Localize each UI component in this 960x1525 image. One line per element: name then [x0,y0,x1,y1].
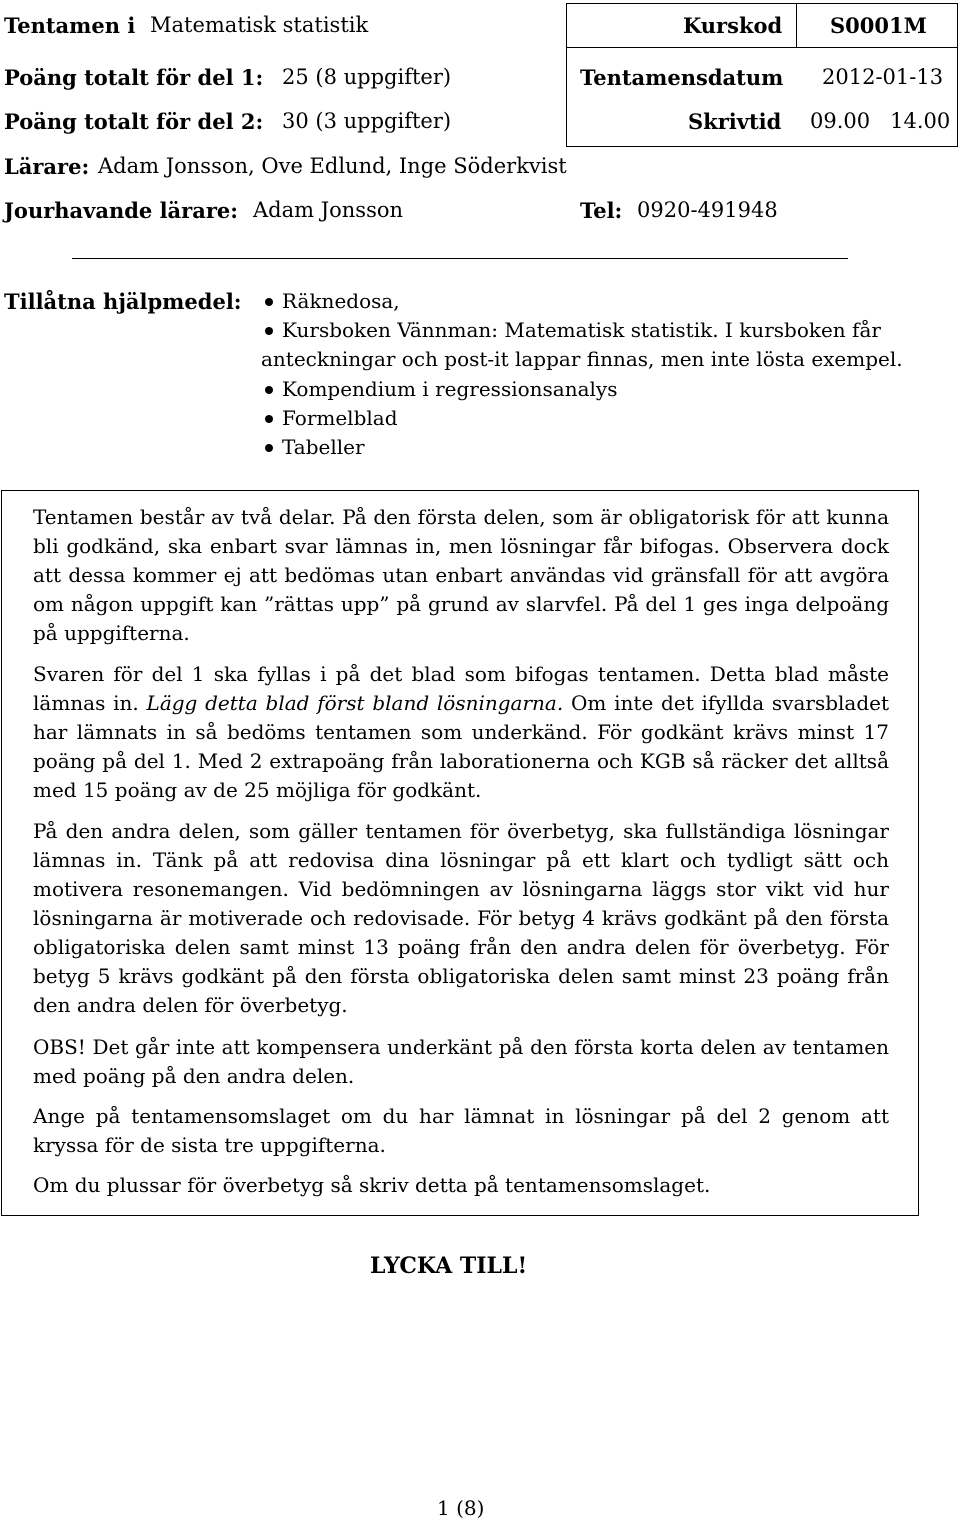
text-line [33,689,889,718]
text-line: Svaren för del 1 ska fyllas i på det blad som bifogas tentamen. Detta blad måste [33,662,889,686]
aid-item: Räknedosa, [282,289,400,313]
bullet-icon [265,444,273,452]
part2-value: 30 (3 uppgifter) [282,109,452,133]
exam-date-label: Tentamensdatum [580,65,784,90]
instructions-paragraph-1 [33,503,889,648]
table-border-left [566,3,567,146]
exam-date-value: 2012-01-13 [822,65,944,89]
aid-item-continued: anteckningar och post-it lappar finnas, men inte lösta exempel. [261,347,903,371]
header-rule [72,258,848,259]
text-line: På den andra delen, som gäller tentamen för överbetyg, ska fullständiga lösningar [33,819,889,843]
table-border-top [566,3,958,4]
instructions-paragraph-5 [33,1102,889,1160]
part1-label: Poäng totalt för del 1: [4,65,264,90]
text-line: att dessa kommer ej att bedömas utan enbart användas vid gränsfall för att avgöra [33,563,889,587]
good-luck-text: LYCKA TILL! [370,1253,528,1279]
teachers-value: Adam Jonsson, Ove Edlund, Inge Söderkvist [98,154,567,178]
text-segment: lämnas in. [33,691,139,715]
instructions-paragraph-4 [33,1033,889,1091]
exam-subject: Matematisk statistik [150,13,369,37]
table-border-mid [566,47,958,48]
text-line: lösningarna är motiverade och redovisade. För betyg 4 krävs godkänt på den första [33,906,889,930]
text-line: kryssa för de sista tre uppgifterna. [33,1133,386,1157]
oncall-teacher-value: Adam Jonsson [253,198,404,222]
table-border-right [957,3,958,146]
allowed-aids-label: Tillåtna hjälpmedel: [4,289,242,314]
text-line: motivera resonemangen. Vid bedömningen av lösningarna läggs stor vikt vid hur [33,877,889,901]
instructions-paragraph-3 [33,817,889,1020]
text-line: bli godkänd, ska enbart svar lämnas in, men lösningar får bifogas. Observera dock [33,534,889,558]
text-line: har lämnats in så bedöms tentamen som underkänd. För godkänt krävs minst 17 [33,720,889,744]
writing-time-label: Skrivtid [688,109,782,134]
text-line: den andra delen för överbetyg. [33,993,348,1017]
text-line: om någon uppgift kan ”rättas upp” på grund av slarvfel. På del 1 ges inga delpoäng [33,592,889,616]
text-line: med 15 poäng av de 25 möjliga för godkänt. [33,778,482,802]
text-line: OBS! Det går inte att kompensera underkänt på den första korta delen av tentamen [33,1035,889,1059]
phone-label: Tel: [580,198,623,223]
instructions-paragraph-2 [33,660,889,805]
text-line: betyg 5 krävs godkänt på den första obligatoriska delen samt minst 23 poäng från [33,964,889,988]
aid-item: Kompendium i regressionsanalys [282,377,618,401]
aid-item: Formelblad [282,406,398,430]
bullet-icon [265,386,273,394]
text-segment: Om inte det ifyllda svarsbladet [571,691,890,715]
bullet-icon [265,327,273,335]
text-line: lämnas in. Tänk på att redovisa dina lösningar på ett klart och tydligt sätt och [33,848,889,872]
course-code-label: Kurskod [683,13,783,38]
text-line: obligatoriska delen samt minst 13 poäng från den andra delen för överbetyg. För [33,935,889,959]
teachers-label: Lärare: [4,154,90,179]
table-border-divider [796,3,797,47]
text-line: Tentamen består av två delar. På den första delen, som är obligatorisk för att kunna [33,505,889,529]
bullet-icon [265,298,273,306]
aid-item: Tabeller [282,435,365,459]
oncall-teacher-label: Jourhavande lärare: [4,198,239,223]
course-code: S0001M [830,13,927,38]
text-line: poäng på del 1. Med 2 extrapoäng från laborationerna och KGB så räcker det alltså [33,749,889,773]
writing-time-value: 09.00 14.00 [810,109,951,133]
page-number: 1 (8) [437,1496,485,1520]
instructions-paragraph-6 [33,1171,889,1200]
exam-label: Tentamen i [4,13,136,38]
part1-value: 25 (8 uppgifter) [282,65,452,89]
text-line: på uppgifterna. [33,621,190,645]
table-border-bottom [566,146,958,147]
aid-item: Kursboken Vännman: Matematisk statistik. I kursboken får [282,318,881,342]
phone-value: 0920-491948 [637,198,778,222]
text-line: Ange på tentamensomslaget om du har lämnat in lösningar på del 2 genom att [33,1104,889,1128]
emphasis-text: Lägg detta blad först bland lösningarna. [146,691,564,715]
bullet-icon [265,415,273,423]
text-line: Om du plussar för överbetyg så skriv detta på tentamensomslaget. [33,1173,711,1197]
text-line: med poäng på den andra delen. [33,1064,355,1088]
part2-label: Poäng totalt för del 2: [4,109,264,134]
